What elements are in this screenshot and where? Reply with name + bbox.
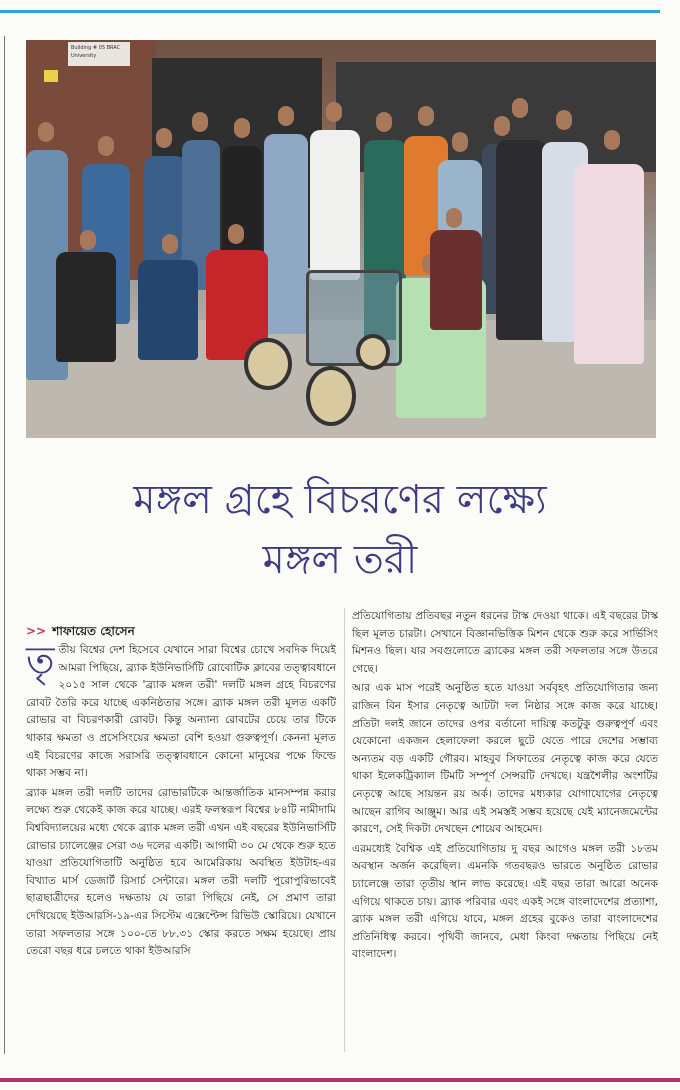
column-divider [344, 608, 345, 1052]
left-rule [4, 36, 5, 1054]
rover-wheel [356, 334, 390, 370]
paragraph: আর এক মাস পরেই অনুষ্ঠিত হতে যাওয়া সর্ববৃহৎ প্রতিযোগিতার জন্য রাজিন বিন ইসার নেতৃত্বে আটটা দল নিষ্ঠার সঙ্গে কাজ করে যাচ্ছে। প্রতিটা দলই জানে তাদের ওপর বর্তানো দায়িত্ব কতটুকু গুরুত্বপূর্ণ এবং যেকোনো একজন হেলাফেলা করলে ছুটে যেতে পারে দেশের সম্ভাব্য অন্যতম বড় একটি গৌরব। মাহবুব সিফাতের নেতৃত্বে কাজ করে যেতে থাকা ইলেকট্রিক্যাল টিমটি সম্পূর্ণ সেন্সরটি দেখছে। যন্ত্রশৈলীর অংশটির নেতৃত্বে আছে সায়ন্তন রয় অর্ক। তাদের মধ্যকার যোগাযোগের নেতৃত্বে আছেন রাগিব আঞ্জুম। আর এই সমস্তই সম্ভব হয়েছে যেই ম্যানেজমেন্টের কারণে, সেই দিকটা দেখছেন শোয়েব আহমেদ। [352, 682, 658, 836]
team-member-head [192, 112, 208, 132]
bottom-rule [0, 1078, 680, 1082]
team-member-head [156, 128, 172, 148]
team-member-head [98, 136, 114, 156]
byline-author: শাফায়েত হোসেন [52, 624, 135, 638]
rover-wheel [306, 366, 356, 426]
team-member [56, 252, 116, 362]
team-member-head [228, 224, 244, 244]
byline-arrows: >> [26, 624, 47, 638]
team-member [496, 140, 546, 340]
headline-line-1: মঙ্গল গ্রহে বিচরণের লক্ষ্যে [133, 477, 547, 523]
team-member [574, 164, 644, 364]
team-member-head [512, 98, 528, 118]
team-member-head [38, 122, 54, 142]
team-member-head [80, 230, 96, 250]
team-member [310, 130, 360, 280]
headline-line-2: মঙ্গল তরী [262, 537, 418, 583]
team-member-head [556, 110, 572, 130]
top-rule [0, 10, 660, 13]
team-member-head [418, 106, 434, 126]
team-member-head [376, 112, 392, 132]
team-member [430, 230, 482, 330]
team-member-head [162, 234, 178, 254]
paragraph: তৃতীয় বিশ্বের দেশ হিসেবে যেখানে সারা বিশ্বের চোখে সবদিক দিয়েই আমরা পিছিয়ে, ব্র্যাক ইউনিভার্সিটি রোবোটিক ক্লাবের তত্ত্বাবধানে ২০১৫ সাল থেকে 'ব্র্যাক মঙ্গল তরী' দলটি মঙ্গল গ্রহে বিচরণের রোবট তৈরি করে যাচ্ছে একনিষ্ঠতার সঙ্গে। ব্র্যাক মঙ্গল তরী মূলত একটি রোভার বা বিচরণকারী রোবট। কিন্তু অন্যান্য রোবটের চেয়ে তার টিকে থাকার ক্ষমতা ও প্রসেসিংয়ের ক্ষমতা বেশি হওয়া গুরুত্বপূর্ণ। কেননা মূলত এই বিচরণের কাজে সরাসরি তত্ত্বাবধানে কোনো মানুষের পক্ষে ফিল্ডে থাকা সম্ভব না। [26, 638, 336, 780]
team-member-head [494, 116, 510, 136]
team-member-head [452, 132, 468, 152]
team-member-head [326, 102, 342, 122]
paragraph: ব্র্যাক মঙ্গল তরী দলটি তাদের রোভারটিকে আন্তর্জাতিক মানসম্পন্ন করার লক্ষ্যে শুরু থেকেই কাজ করে যাচ্ছে। এরই ফলস্বরূপ বিশ্বের ৮৪টি নামীদামি বিশ্ববিদ্যালয়ের মধ্যে থেকে ব্র্যাক মঙ্গল তরী এখন এই বছরের ইউনিভার্সিটি রোভার চ্যালেঞ্জের সেরা ৩৬ দলের একটি। আগামী ৩০ মে থেকে শুরু হতে যাওয়া প্রতিযোগিতাটি অনুষ্ঠিত হবে আমেরিকায় অবস্থিত ইউটাহ-এর বিখ্যাত মার্স ডেজার্ট রিসার্চ সেন্টারে। মঙ্গল তরী দলটি পুরোপুরিভাবেই ছাত্রছাত্রীদের হলেও দক্ষতায় যে তারা পিছিয়ে নেই, সে প্রমাণ তারা দেখিয়েছে ইউআরসি-১৯-এর সিস্টেম এক্সেপ্টেন্স রিভিউ স্কোরিয়ে। যেখানে তারা সফলতার সঙ্গে ১০০-তে ৮৮.৩১ স্কোর করতে সক্ষম হয়েছে। প্রায় তেরো বছর ধরে চলতে থাকা ইউআরসি [26, 786, 336, 958]
headline [30, 470, 650, 590]
team-member [144, 156, 186, 276]
paragraph: প্রতিযোগিতায় প্রতিবছর নতুন ধরনের টাস্ক দেওয়া থাকে। এই বছরের টাস্ক ছিল মূলত চারটা। সেখানে বিজ্ঞানভিত্তিক মিশন থেকে শুরু করে সার্ভিসিং মিশনও ছিল। যার সবগুলোতে ব্র্যাকের মঙ্গল তরী সফলতার সঙ্গে উতরে গেছে। [352, 610, 658, 675]
team-member-head [604, 130, 620, 150]
team-member-head [234, 118, 250, 138]
article-column-right [352, 608, 658, 966]
article-column-left [26, 622, 336, 963]
byline [26, 622, 336, 640]
notice-sign [44, 70, 58, 82]
building-sign: Building # 05 BRAC University [68, 42, 130, 66]
paragraph: এরমধ্যেই বৈশ্বিক এই প্রতিযোগিতায় দু বছর আগেও মঙ্গল তরী ১৮তম অবস্থান অর্জন করেছিল। এমনকি গতবছরও ভারতে অনুষ্ঠিত রোভার চ্যালেঞ্জে তারা তৃতীয় স্থান লাভ করেছে। এই বছর তারা আরো অনেক এগিয়ে থাকতে চায়। ব্র্যাক পরিবার এবং একই সঙ্গে বাংলাদেশের প্রত্যাশা, ব্র্যাক মঙ্গল তরী এগিয়ে যাবে, মঙ্গল গ্রহের বুকেও তারা বাংলাদেশের প্রতিনিধিত্ব করবে। পৃথিবী জানবে, মেধা কিংবা দক্ষতায় পিছিয়ে নেই বাংলাদেশ। [352, 842, 658, 961]
team-photo [26, 40, 656, 438]
rover-wheel [244, 338, 292, 390]
team-member-head [278, 106, 294, 126]
drop-cap: তৃ [26, 638, 55, 682]
team-member [264, 134, 308, 334]
team-member [138, 260, 198, 360]
team-member-head [446, 208, 462, 228]
